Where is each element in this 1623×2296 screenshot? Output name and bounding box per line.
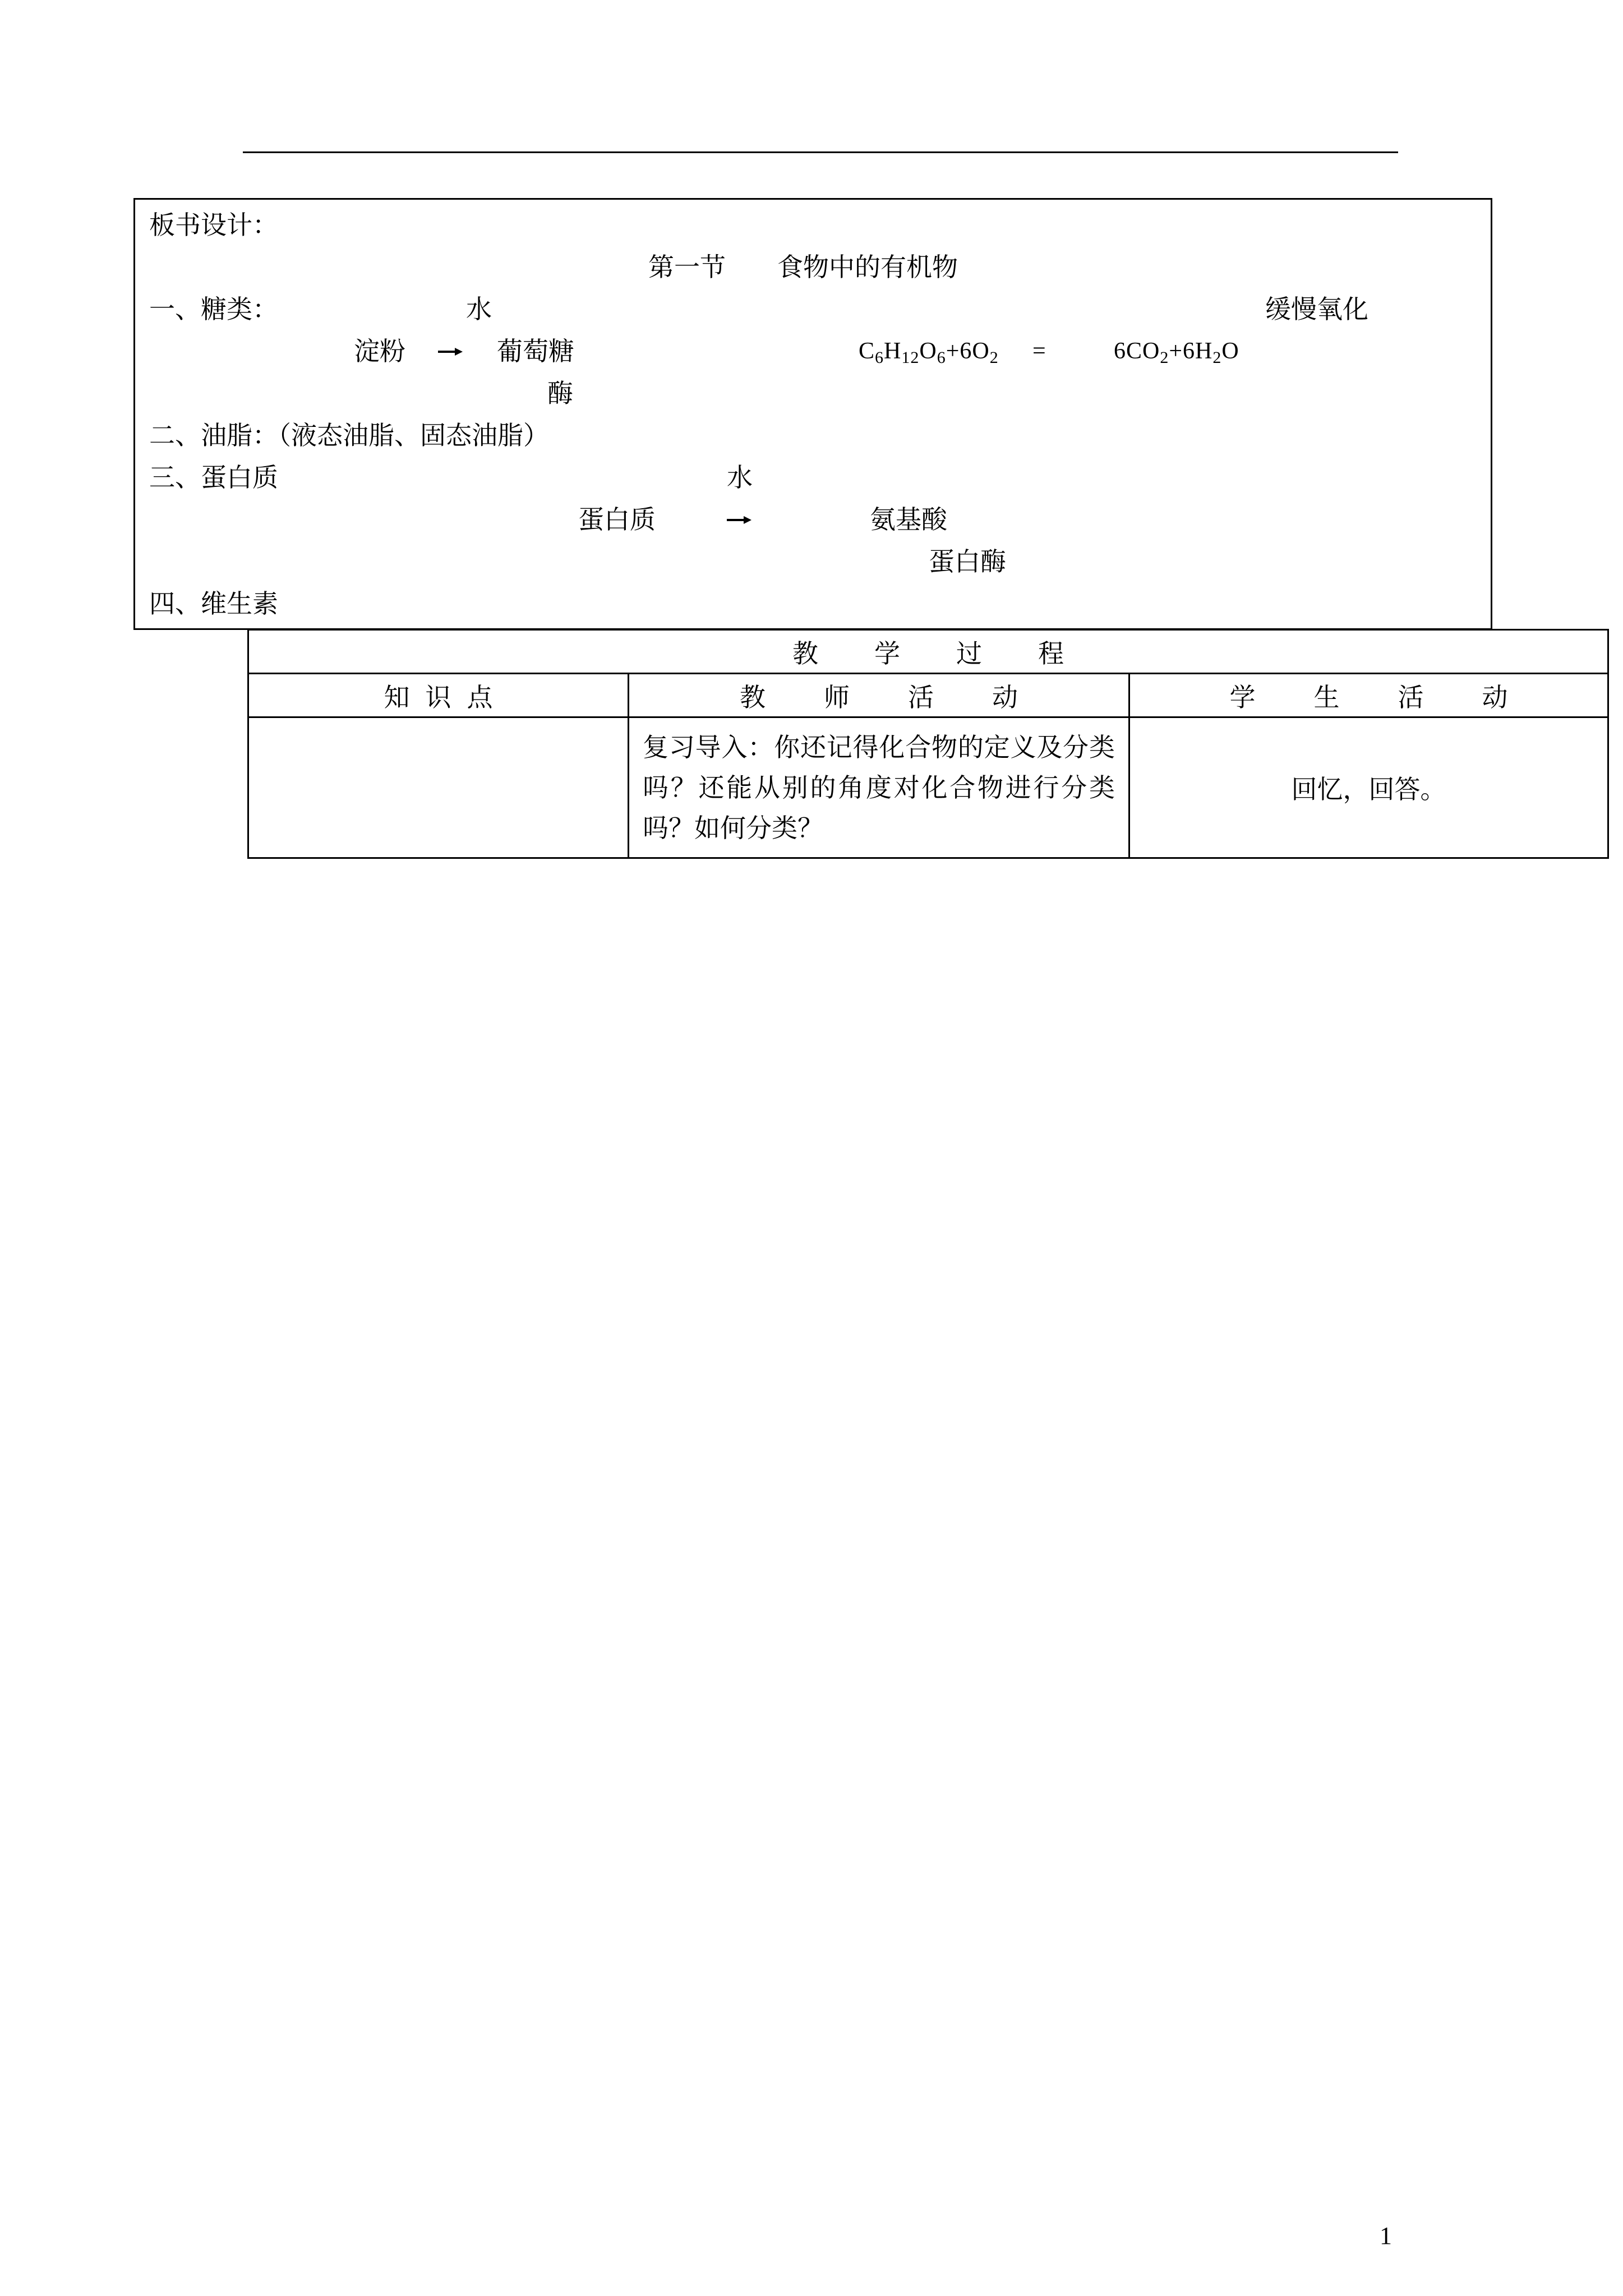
slow-oxidation-label: 缓慢氧化 [1265, 294, 1368, 324]
formula-equals: = [1032, 338, 1046, 364]
fat-line: 二、油脂：（液态油脂、固态油脂） [149, 420, 549, 450]
table-title: 教学过程 [248, 630, 1608, 674]
teacher-activity-cell: 复习导入：你还记得化合物的定义及分类吗？还能从别的角度对化合物进行分类吗？如何分类？ [629, 717, 1129, 858]
column-header-teacher: 教师活动 [629, 674, 1129, 717]
protein-term: 蛋白质 [578, 504, 656, 535]
teaching-process-table [247, 629, 1609, 859]
protein-water-label: 水 [727, 462, 753, 493]
page-number: 1 [1380, 2222, 1392, 2249]
header-rule [243, 151, 1398, 153]
starch-label: 淀粉 [354, 336, 405, 366]
table-row [248, 717, 1608, 858]
enzyme-label: 酶 [547, 378, 573, 408]
vitamin-label: 四、维生素 [149, 588, 278, 619]
student-activity-cell: 回忆，回答。 [1129, 717, 1608, 858]
arrow-right-icon [438, 347, 463, 357]
sugar-water-label: 水 [466, 294, 492, 324]
formula-left: $C_6H_{12}O_6+6O_2$ [859, 338, 999, 367]
board-heading: 板书设计： [149, 210, 278, 240]
blackboard-design-box [133, 198, 1492, 630]
protease-label: 蛋白酶 [929, 546, 1006, 577]
amino-acid-label: 氨基酸 [870, 504, 947, 535]
formula-right: $6CO_2+6H_2O$ [1114, 338, 1239, 367]
column-header-student: 学生活动 [1129, 674, 1608, 717]
arrow-right-icon [727, 515, 751, 525]
protein-label: 三、蛋白质 [149, 462, 278, 493]
glucose-label: 葡萄糖 [497, 336, 574, 366]
column-header-knowledge: 知识点 [248, 674, 629, 717]
knowledge-cell [248, 717, 629, 858]
board-title: 第一节 食物中的有机物 [648, 252, 958, 282]
sugar-label: 一、糖类： [149, 294, 278, 324]
